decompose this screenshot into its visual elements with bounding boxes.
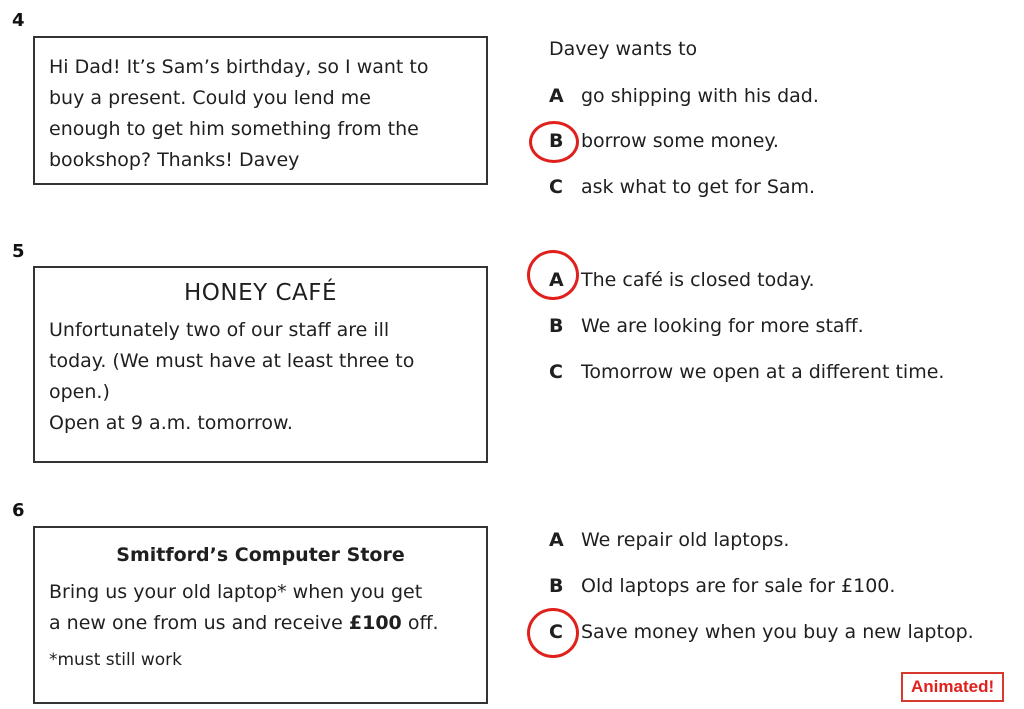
- discount-amount: £100: [348, 612, 402, 634]
- option-text: go shipping with his dad.: [581, 85, 819, 107]
- option-4-a[interactable]: [549, 85, 819, 107]
- question-number-6: 6: [12, 500, 25, 521]
- option-text: The café is closed today.: [581, 269, 815, 291]
- option-letter: A: [549, 85, 564, 107]
- notice-text: off.: [401, 612, 439, 634]
- option-6-a[interactable]: [549, 529, 789, 551]
- notice-line: Open at 9 a.m. tomorrow.: [49, 412, 293, 434]
- notice-text: a new one from us and receive: [49, 612, 349, 634]
- notice-line: Hi Dad! It’s Sam’s birthday, so I want to: [49, 56, 429, 78]
- option-letter: A: [549, 269, 564, 291]
- option-text: Old laptops are for sale for £100.: [581, 575, 896, 597]
- option-text: Tomorrow we open at a different time.: [581, 361, 945, 383]
- option-6-c[interactable]: [549, 621, 974, 643]
- answer-circle-6: [527, 608, 579, 658]
- question-number-4: 4: [12, 10, 25, 31]
- option-text: Save money when you buy a new laptop.: [581, 621, 974, 643]
- notice-title: HONEY CAFÉ: [183, 280, 338, 306]
- notice-box-5: [33, 266, 488, 463]
- notice-line: Bring us your old laptop* when you get: [49, 581, 423, 603]
- notice-line: bookshop? Thanks! Davey: [49, 149, 300, 171]
- option-text: We are looking for more staff.: [581, 315, 864, 337]
- option-5-c[interactable]: [549, 361, 944, 383]
- option-5-b[interactable]: [549, 315, 864, 337]
- option-letter: C: [549, 176, 563, 198]
- option-text: We repair old laptops.: [581, 529, 790, 551]
- notice-box-4: [33, 36, 488, 185]
- option-letter: B: [549, 575, 564, 597]
- animated-badge: Animated!: [901, 672, 1004, 702]
- notice-line: today. (We must have at least three to: [49, 350, 415, 372]
- option-4-c[interactable]: [549, 176, 815, 198]
- answer-circle-5: [527, 250, 579, 300]
- answer-circle-4: [529, 121, 579, 163]
- notice-line: [49, 608, 472, 639]
- option-6-b[interactable]: [549, 575, 895, 597]
- option-4-b[interactable]: [549, 130, 779, 152]
- option-letter: C: [549, 361, 563, 383]
- option-5-a[interactable]: [549, 269, 815, 291]
- notice-footnote: *must still work: [49, 650, 182, 670]
- notice-line: buy a present. Could you lend me: [49, 87, 371, 109]
- notice-box-6: [33, 526, 488, 704]
- option-text: ask what to get for Sam.: [581, 176, 816, 198]
- notice-line: Unfortunately two of our staff are ill: [49, 319, 390, 341]
- option-letter: B: [549, 130, 564, 152]
- question-stem-4: Davey wants to: [549, 38, 698, 60]
- notice-line: enough to get him something from the: [49, 118, 419, 140]
- option-letter: A: [549, 529, 564, 551]
- option-letter: B: [549, 315, 564, 337]
- notice-title: Smitford’s Computer Store: [116, 544, 405, 566]
- option-text: borrow some money.: [581, 130, 779, 152]
- option-letter: C: [549, 621, 563, 643]
- notice-line: open.): [49, 381, 110, 403]
- question-number-5: 5: [12, 241, 25, 262]
